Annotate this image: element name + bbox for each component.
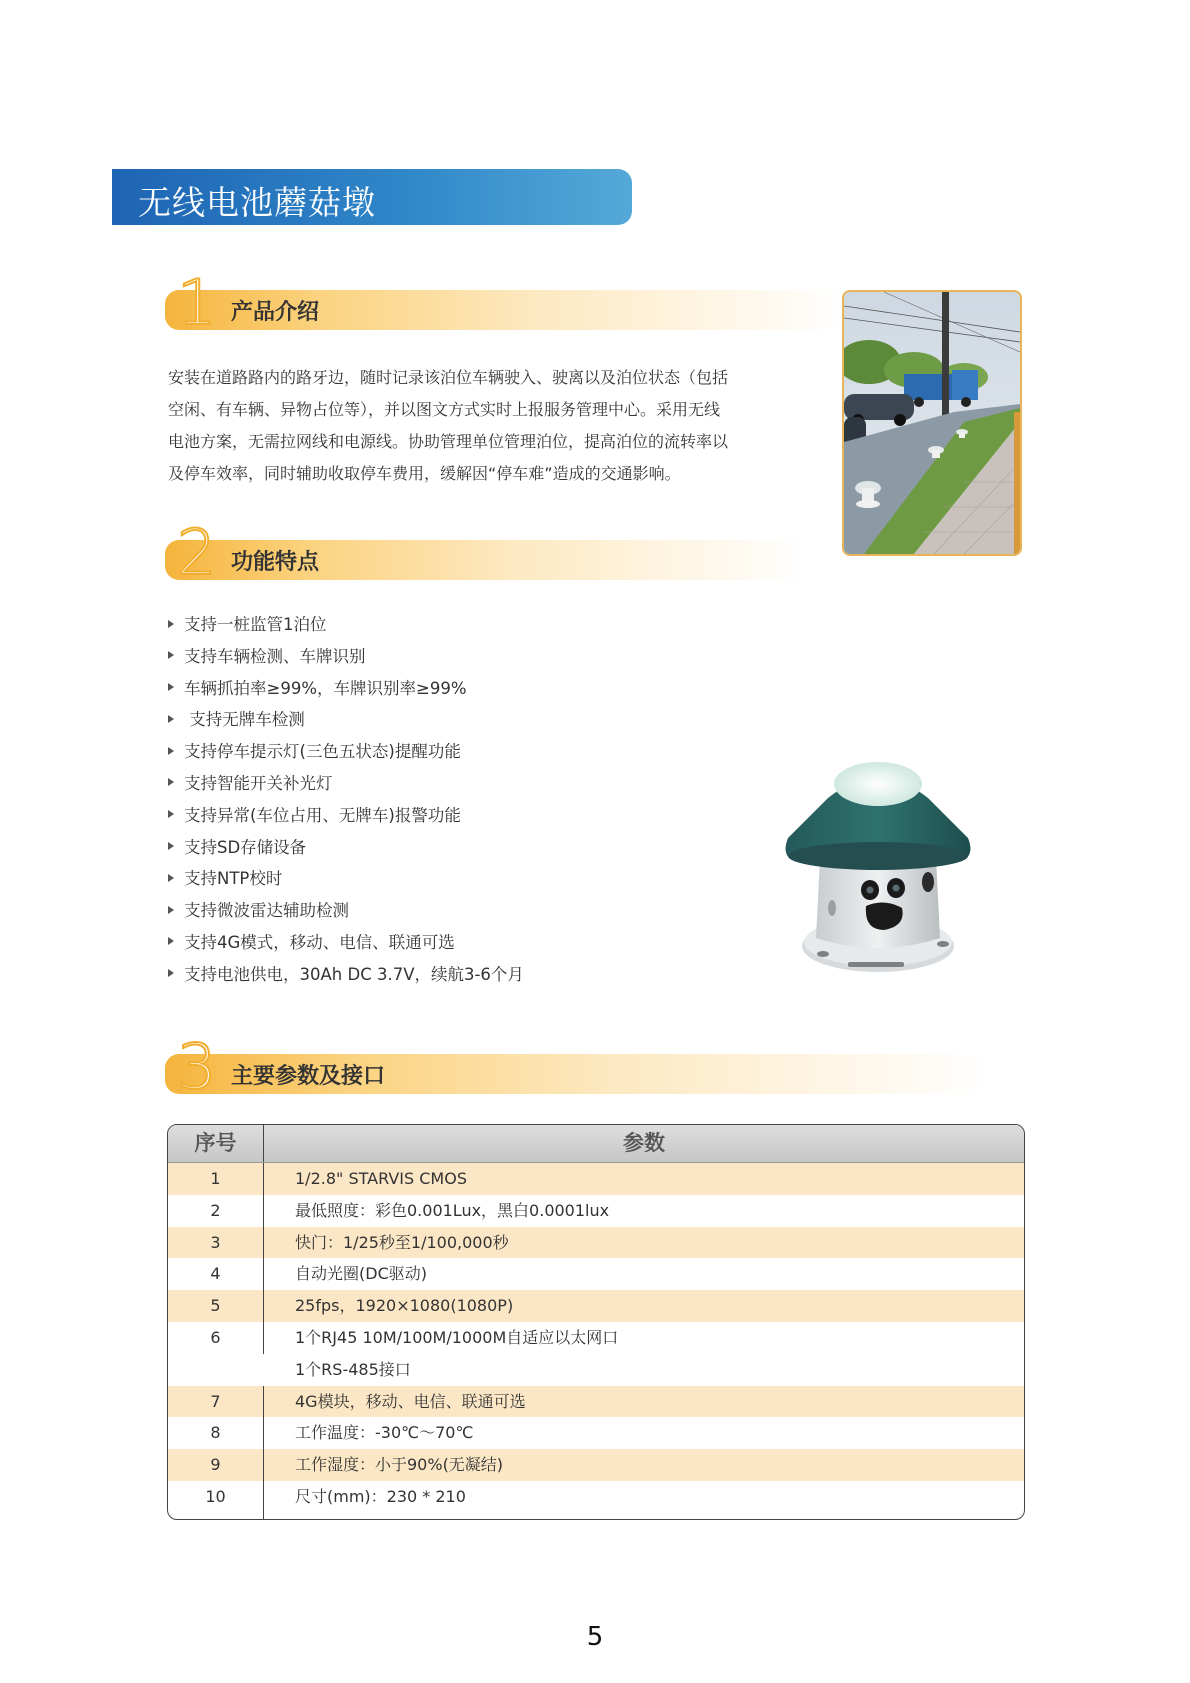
list-item: 支持车辆检测、车牌识别 (168, 641, 524, 673)
section-number: 1 (177, 266, 217, 339)
list-item: 支持电池供电，30Ah DC 3.7V，续航3-6个月 (168, 959, 524, 991)
triangle-bullet-icon (168, 937, 174, 945)
list-item: 支持异常(车位占用、无牌车)报警功能 (168, 800, 524, 832)
row-parameter: 工作湿度：小于90%(无凝结) (295, 1455, 504, 1475)
intro-line: 安装在道路路内的路牙边，随时记录该泊位车辆驶入、驶离以及泊位状态（包括 (168, 368, 729, 387)
triangle-bullet-icon (168, 747, 174, 755)
table-row (168, 1258, 1024, 1290)
table-row (168, 1417, 1024, 1449)
header-parameter: 参数 (623, 1131, 665, 1155)
intro-line: 电池方案，无需拉网线和电源线。协助管理单位管理泊位，提高泊位的流转率以 (168, 432, 729, 451)
row-number: 7 (168, 1386, 264, 1418)
page-title: 无线电池蘑菇墩 (138, 183, 376, 222)
section-header-specs (165, 1030, 985, 1103)
triangle-bullet-icon (168, 651, 174, 659)
triangle-bullet-icon (168, 906, 174, 914)
list-item: 支持智能开关补光灯 (168, 768, 524, 800)
section-title: 产品介绍 (231, 300, 320, 325)
triangle-bullet-icon (168, 715, 174, 723)
row-number: 5 (168, 1290, 264, 1322)
mushroom-bollard-illustration (768, 758, 978, 988)
row-parameter: 快门：1/25秒至1/100,000秒 (295, 1232, 509, 1252)
triangle-bullet-icon (168, 810, 174, 818)
intro-line: 及停车效率，同时辅助收取停车费用，缓解因“停车难”造成的交通影响。 (168, 464, 681, 483)
street-scene-illustration (844, 292, 1020, 554)
table-header (168, 1125, 1024, 1163)
section-header-intro (165, 266, 845, 339)
row-number: 9 (168, 1449, 264, 1481)
list-item: 支持SD存储设备 (168, 832, 524, 864)
triangle-bullet-icon (168, 620, 174, 628)
list-item: 支持一桩监管1泊位 (168, 609, 524, 641)
intro-paragraph (168, 362, 796, 490)
table-row (168, 1386, 1024, 1418)
row-parameter: 尺寸(mm)：230 * 210 (295, 1486, 466, 1506)
section-number: 2 (177, 516, 217, 589)
table-row (168, 1481, 1024, 1520)
header-number: 序号 (168, 1125, 264, 1162)
section-title: 主要参数及接口 (231, 1064, 386, 1089)
row-number: 10 (168, 1481, 264, 1520)
row-number: 4 (168, 1258, 264, 1290)
triangle-bullet-icon (168, 683, 174, 691)
list-item: 支持4G模式，移动、电信、联通可选 (168, 927, 524, 959)
mushroom-bollard-product-image (768, 758, 978, 988)
page-title-bar (112, 169, 632, 225)
feature-list (168, 609, 524, 991)
row-number: 2 (168, 1195, 264, 1227)
table-row (168, 1322, 1024, 1386)
section-title: 功能特点 (231, 550, 320, 575)
triangle-bullet-icon (168, 778, 174, 786)
list-item: 支持NTP校时 (168, 863, 524, 895)
row-parameter: 工作温度：-30℃～70℃ (295, 1423, 474, 1443)
spec-table (167, 1124, 1025, 1520)
row-parameter: 4G模块，移动、电信、联通可选 (295, 1391, 526, 1411)
row-number: 8 (168, 1417, 264, 1449)
list-item: 支持无牌车检测 (168, 704, 524, 736)
intro-line: 空闲、有车辆、异物占位等），并以图文方式实时上报服务管理中心。采用无线 (168, 400, 721, 419)
table-row (168, 1227, 1024, 1259)
page-number: 5 (586, 1622, 604, 1652)
table-row (168, 1449, 1024, 1481)
row-parameter: 25fps，1920×1080(1080P) (295, 1296, 514, 1316)
table-row (168, 1290, 1024, 1322)
row-parameter: 1/2.8" STARVIS CMOS (295, 1169, 467, 1188)
row-number: 6 (168, 1322, 264, 1354)
list-item: 支持停车提示灯(三色五状态)提醒功能 (168, 736, 524, 768)
list-item: 支持微波雷达辅助检测 (168, 895, 524, 927)
section-header-features (165, 516, 805, 589)
triangle-bullet-icon (168, 842, 174, 850)
row-parameter: 1个RJ45 10M/100M/1000M自适应以太网口 1个RS-485接口 (295, 1327, 619, 1379)
table-row (168, 1163, 1024, 1195)
triangle-bullet-icon (168, 969, 174, 977)
row-number: 3 (168, 1227, 264, 1259)
list-item: 车辆抓拍率≥99%，车牌识别率≥99% (168, 673, 524, 705)
section-number: 3 (177, 1030, 217, 1103)
row-parameter: 最低照度：彩色0.001Lux，黑白0.0001lux (295, 1200, 610, 1220)
street-parking-photo (842, 290, 1022, 556)
row-parameter: 自动光圈(DC驱动) (295, 1264, 427, 1284)
row-number: 1 (168, 1163, 264, 1195)
triangle-bullet-icon (168, 874, 174, 882)
table-row (168, 1195, 1024, 1227)
